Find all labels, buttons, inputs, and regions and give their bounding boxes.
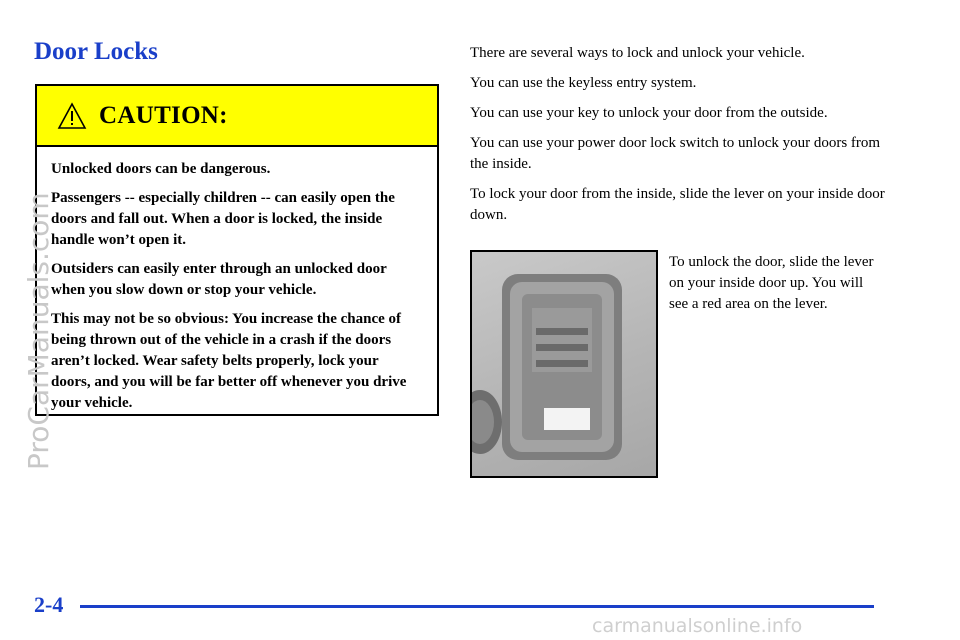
page-title: Door Locks bbox=[34, 38, 158, 65]
photo-caption: To unlock the door, slide the lever on your inside door up. You will see a red area on the lever. bbox=[669, 254, 874, 312]
caution-paragraph: Unlocked doors can be dangerous. bbox=[51, 161, 271, 177]
caution-paragraph: Passengers -- especially children -- can easily open the doors and fall out. When a door is locked, the inside handle won’t open it. bbox=[51, 190, 395, 248]
caution-paragraph: This may not be so obvious: You increase the chance of being thrown out of the vehicle in a crash if the doors aren’t locked. Wear safety belts properly, lock your doors, and you will be far better off whenever you drive your vehicle. bbox=[51, 311, 407, 411]
caution-box bbox=[35, 84, 439, 416]
right-column bbox=[470, 43, 890, 235]
side-watermark: ProCarManuals.com bbox=[22, 192, 55, 470]
door-lock-lever-photo bbox=[470, 250, 658, 478]
caution-header bbox=[37, 86, 437, 147]
body-paragraph: To lock your door from the inside, slide the lever on your inside door down. bbox=[470, 186, 885, 223]
body-paragraph: There are several ways to lock and unlock your vehicle. bbox=[470, 45, 805, 61]
page-number: 2-4 bbox=[34, 592, 64, 617]
caution-body bbox=[37, 147, 437, 414]
lever-illustration bbox=[472, 252, 656, 476]
caution-heading: CAUTION: bbox=[99, 101, 228, 129]
bottom-watermark: carmanualsonline.info bbox=[592, 615, 803, 637]
body-paragraph: You can use your power door lock switch to unlock your doors from the inside. bbox=[470, 135, 881, 172]
warning-triangle-icon bbox=[57, 102, 87, 130]
body-paragraph: You can use your key to unlock your door from the outside. bbox=[470, 105, 828, 121]
body-paragraph: You can use the keyless entry system. bbox=[470, 75, 697, 91]
footer-rule bbox=[80, 605, 874, 608]
caution-paragraph: Outsiders can easily enter through an unlocked door when you slow down or stop your vehicle. bbox=[51, 261, 387, 298]
